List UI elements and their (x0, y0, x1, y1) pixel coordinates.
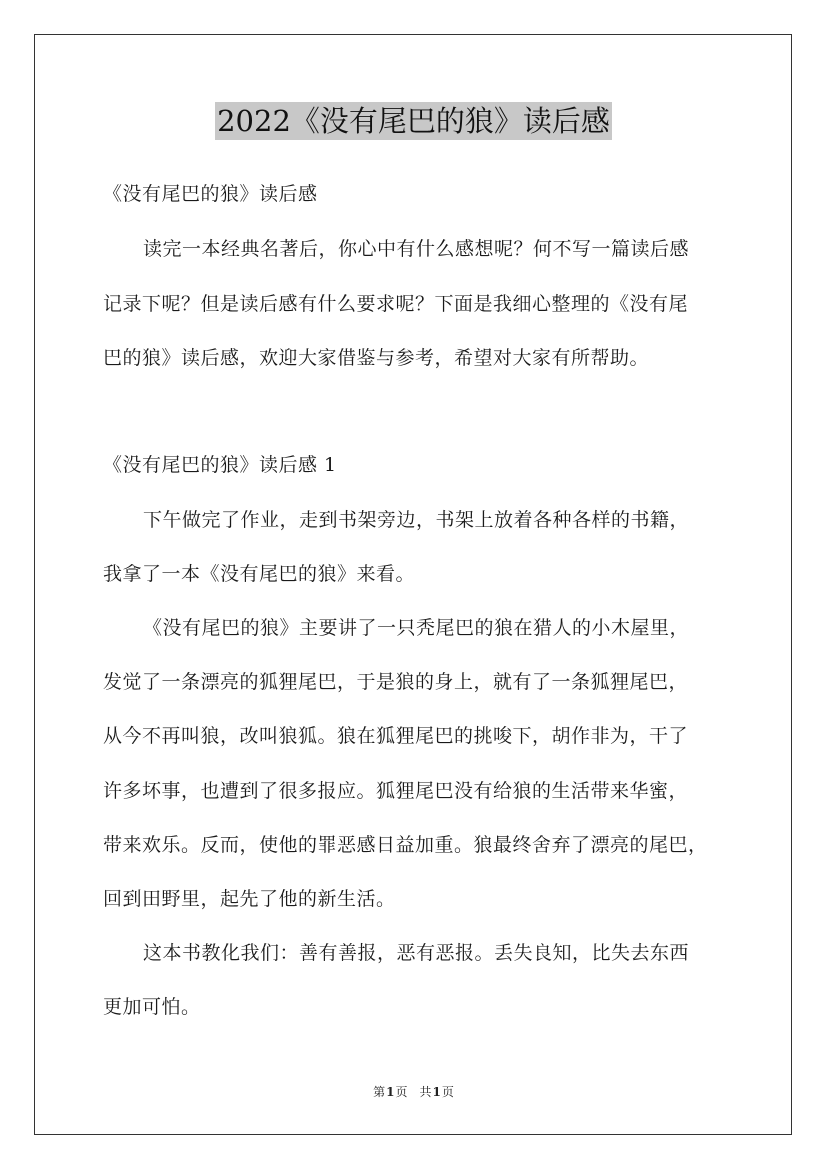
footer-page-number: 1 (386, 1085, 395, 1099)
paragraph3-line-2: 更加可怕。 (103, 996, 201, 1018)
footer-total-suffix: 页 (441, 1085, 454, 1099)
footer-total-number: 1 (432, 1085, 441, 1099)
document-title: 2022《没有尾巴的狼》读后感 (217, 104, 610, 138)
footer-total-prefix: 共 (419, 1085, 432, 1099)
paragraph1-line-2: 我拿了一本《没有尾巴的狼》来看。 (103, 563, 416, 585)
intro-line-1: 读完一本经典名著后，你心中有什么感想呢？何不写一篇读后感 (143, 238, 690, 260)
page-footer (0, 1084, 827, 1100)
paragraph2-line-4: 许多坏事，也遭到了很多报应。狐狸尾巴没有给狼的生活带来华蜜， (103, 780, 689, 802)
footer-page-suffix: 页 (395, 1085, 408, 1099)
title-container (0, 102, 827, 140)
paragraph2-line-2: 发觉了一条漂亮的狐狸尾巴，于是狼的身上，就有了一条狐狸尾巴， (103, 671, 689, 693)
paragraph2-line-5: 带来欢乐。反而，使他的罪恶感日益加重。狼最终舍弃了漂亮的尾巴， (103, 834, 708, 856)
section-heading: 《没有尾巴的狼》读后感 1 (103, 454, 337, 476)
intro-line-3: 巴的狼》读后感，欢迎大家借鉴与参考，希望对大家有所帮助。 (103, 347, 650, 369)
paragraph3-line-1: 这本书教化我们：善有善报，恶有恶报。丢失良知，比失去东西 (143, 942, 690, 964)
footer-page-prefix: 第 (373, 1085, 386, 1099)
paragraph2-line-3: 从今不再叫狼，改叫狼狐。狼在狐狸尾巴的挑唆下，胡作非为，干了 (103, 725, 689, 747)
document-subtitle: 《没有尾巴的狼》读后感 (103, 183, 318, 205)
paragraph2-line-1: 《没有尾巴的狼》主要讲了一只秃尾巴的狼在猎人的小木屋里， (143, 617, 690, 639)
paragraph1-line-1: 下午做完了作业，走到书架旁边，书架上放着各种各样的书籍， (143, 509, 690, 531)
paragraph2-line-6: 回到田野里，起先了他的新生活。 (103, 888, 396, 910)
intro-line-2: 记录下呢？但是读后感有什么要求呢？下面是我细心整理的《没有尾 (103, 293, 689, 315)
